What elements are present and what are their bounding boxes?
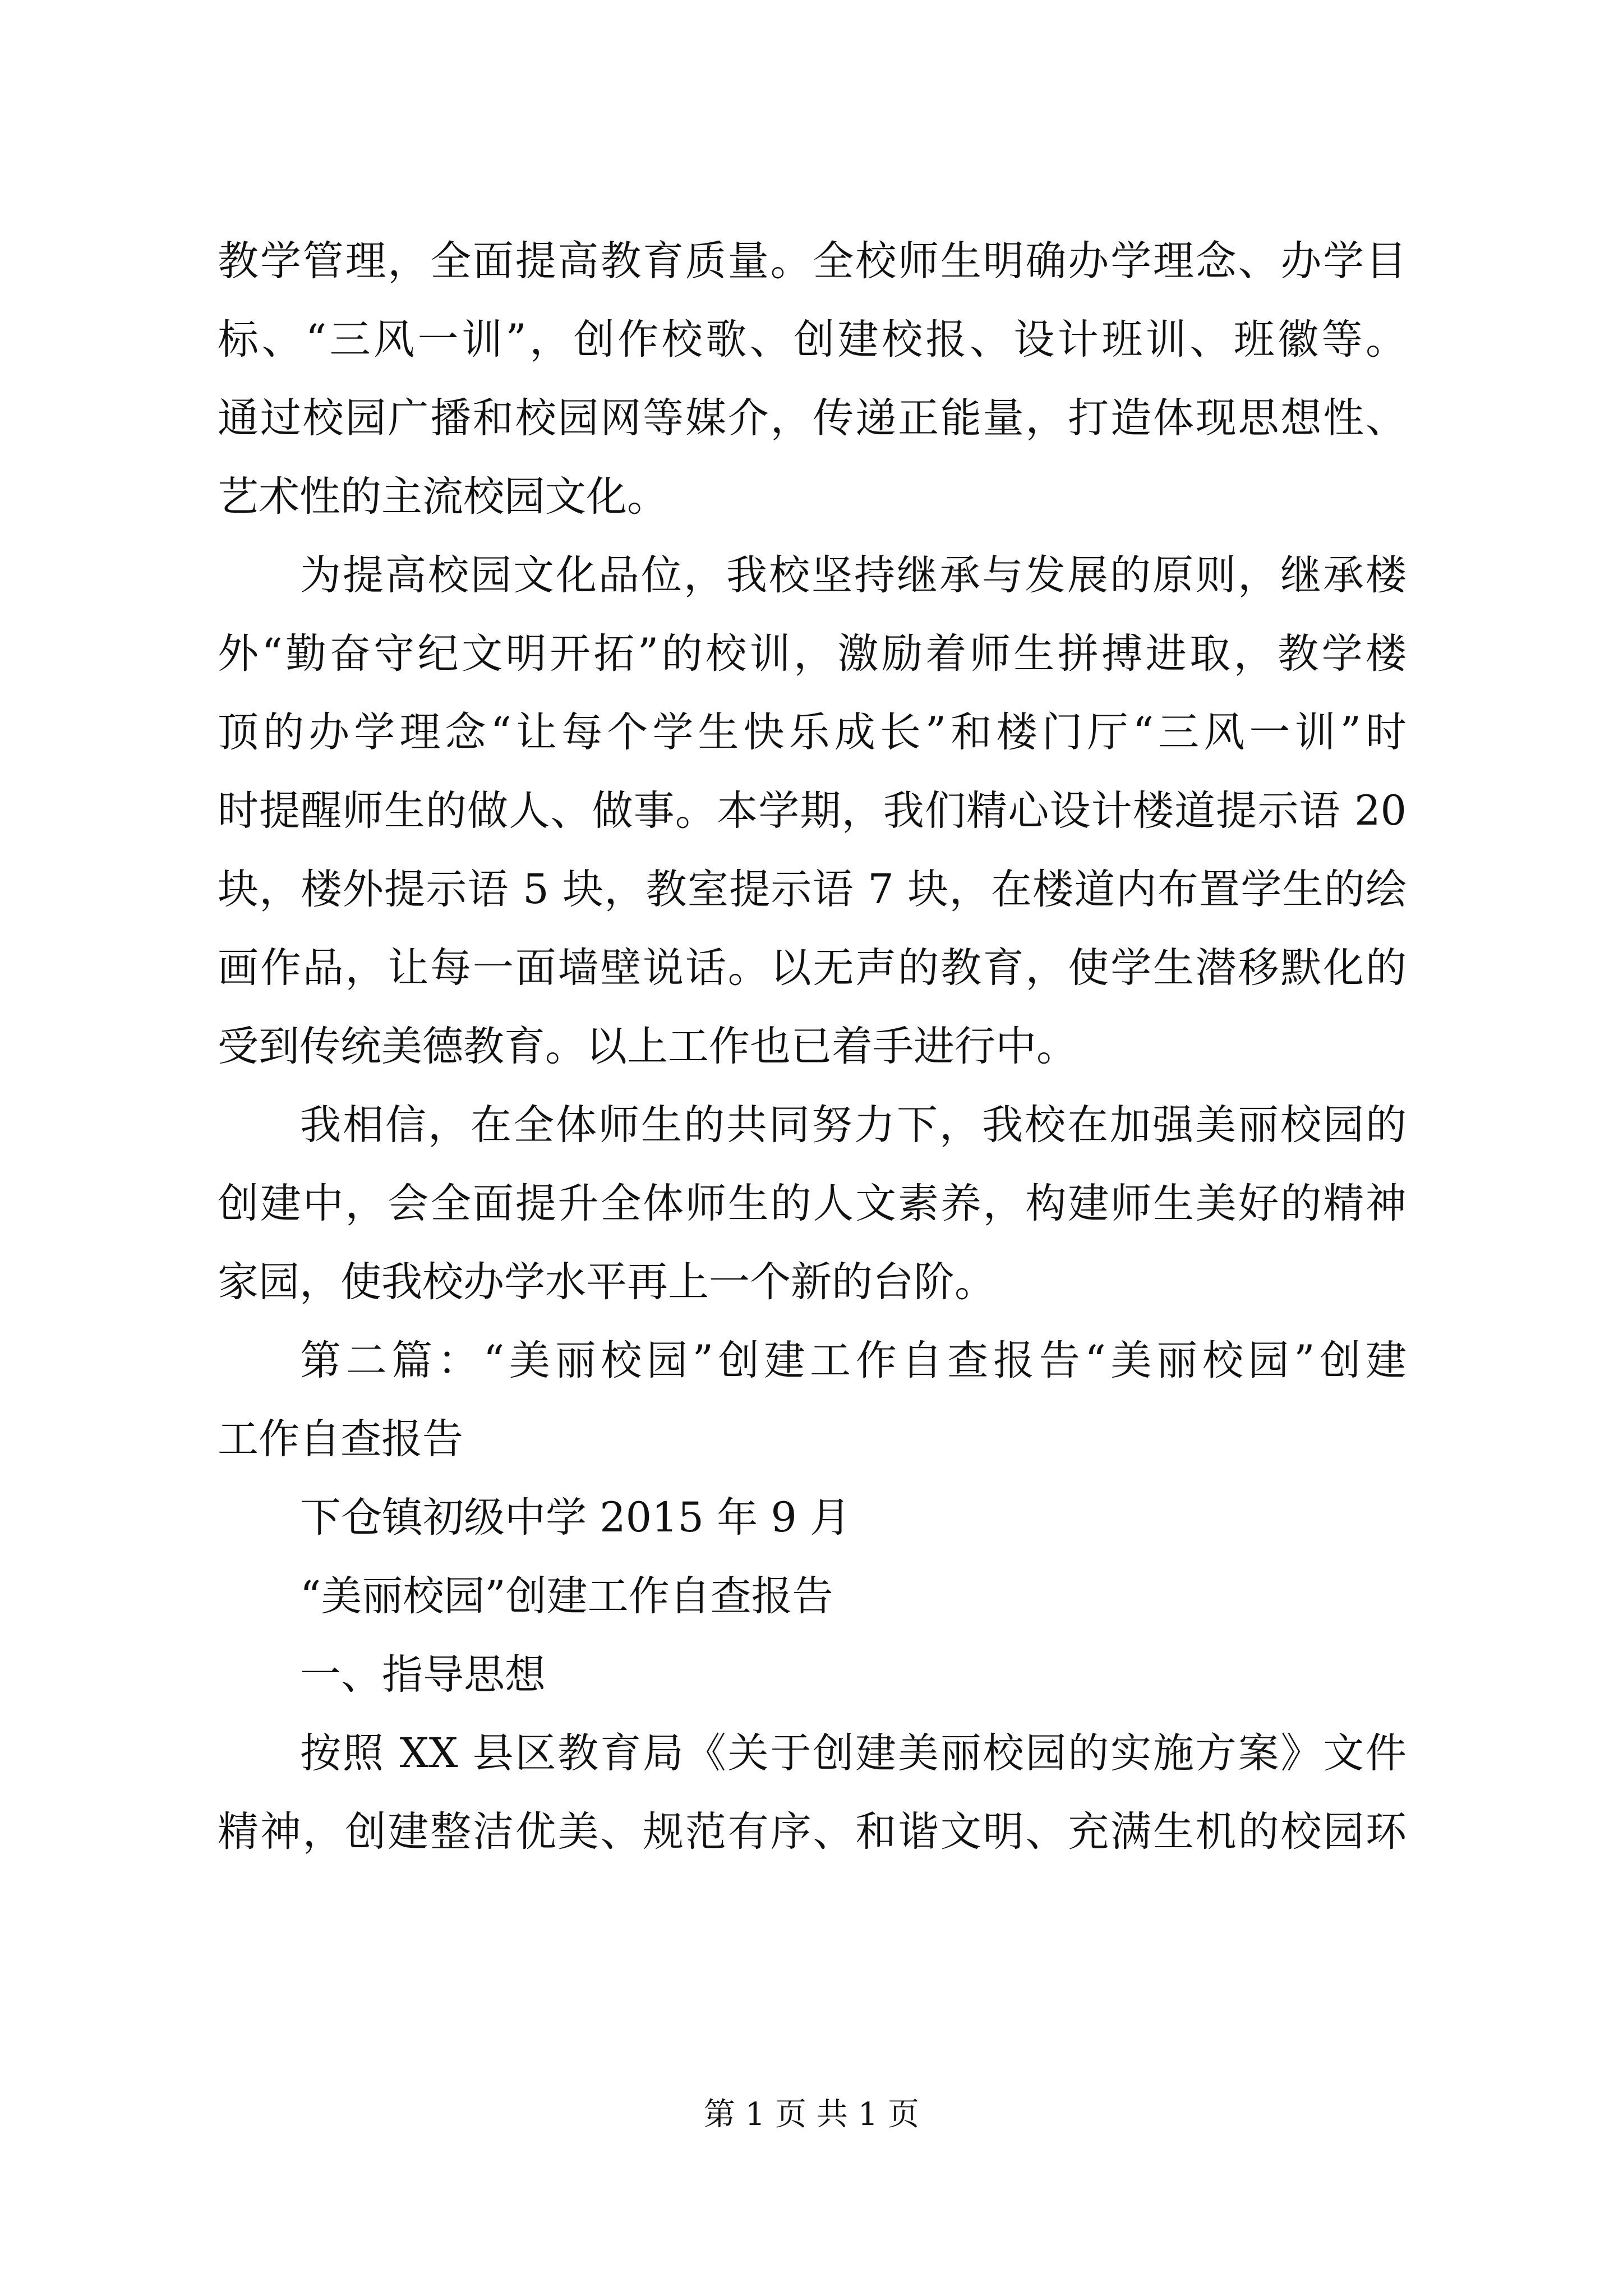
paragraph-2-line-6: 画作品，让每一面墙壁说话。以无声的教育，使学生潜移默化的 — [218, 944, 1407, 992]
paragraph-2-line-3: 顶的办学理念“让每个学生快乐成长”和楼门厅“三风一训”时 — [218, 708, 1407, 756]
section-heading-line-2: 工作自查报告 — [218, 1415, 463, 1463]
paragraph-1-line-3: 通过校园广播和校园网等媒介，传递正能量，打造体现思想性、 — [218, 394, 1407, 442]
paragraph-2-line-4: 时提醒师生的做人、做事。本学期，我们精心设计楼道提示语 20 — [218, 787, 1407, 835]
subsection-heading: 一、指导思想 — [300, 1651, 546, 1699]
paragraph-2-line-2: 外“勤奋守纪文明开拓”的校训，激励着师生拼搏进取，教学楼 — [218, 630, 1407, 678]
paragraph-4-line-1: 按照 XX 县区教育局《关于创建美丽校园的实施方案》文件 — [300, 1729, 1407, 1777]
paragraph-1-line-4: 艺术性的主流校园文化。 — [218, 473, 668, 521]
paragraph-2-line-7: 受到传统美德教育。以上工作也已着手进行中。 — [218, 1023, 1077, 1070]
paragraph-1-line-1: 教学管理，全面提高教育质量。全校师生明确办学理念、办学目 — [218, 237, 1407, 285]
paragraph-3-line-3: 家园，使我校办学水平再上一个新的台阶。 — [218, 1258, 995, 1306]
page-footer: 第 1 页 共 1 页 — [703, 2096, 920, 2133]
paragraph-4-line-2: 精神，创建整洁优美、规范有序、和谐文明、充满生机的校园环 — [218, 1808, 1407, 1856]
report-title-line: “美丽校园”创建工作自查报告 — [300, 1572, 833, 1620]
paragraph-1-line-2: 标、“三风一训”，创作校歌、创建校报、设计班训、班徽等。 — [218, 316, 1407, 364]
paragraph-3-line-2: 创建中，会全面提升全体师生的人文素养，构建师生美好的精神 — [218, 1180, 1407, 1227]
section-heading-line-1: 第二篇：“美丽校园”创建工作自查报告“美丽校园”创建 — [300, 1337, 1407, 1384]
author-date-line: 下仓镇初级中学 2015 年 9 月 — [300, 1494, 851, 1542]
paragraph-2-line-1: 为提高校园文化品位，我校坚持继承与发展的原则，继承楼 — [300, 551, 1407, 599]
paragraph-3-line-1: 我相信，在全体师生的共同努力下，我校在加强美丽校园的 — [300, 1101, 1407, 1149]
paragraph-2-line-5: 块，楼外提示语 5 块，教室提示语 7 块，在楼道内布置学生的绘 — [218, 866, 1407, 913]
